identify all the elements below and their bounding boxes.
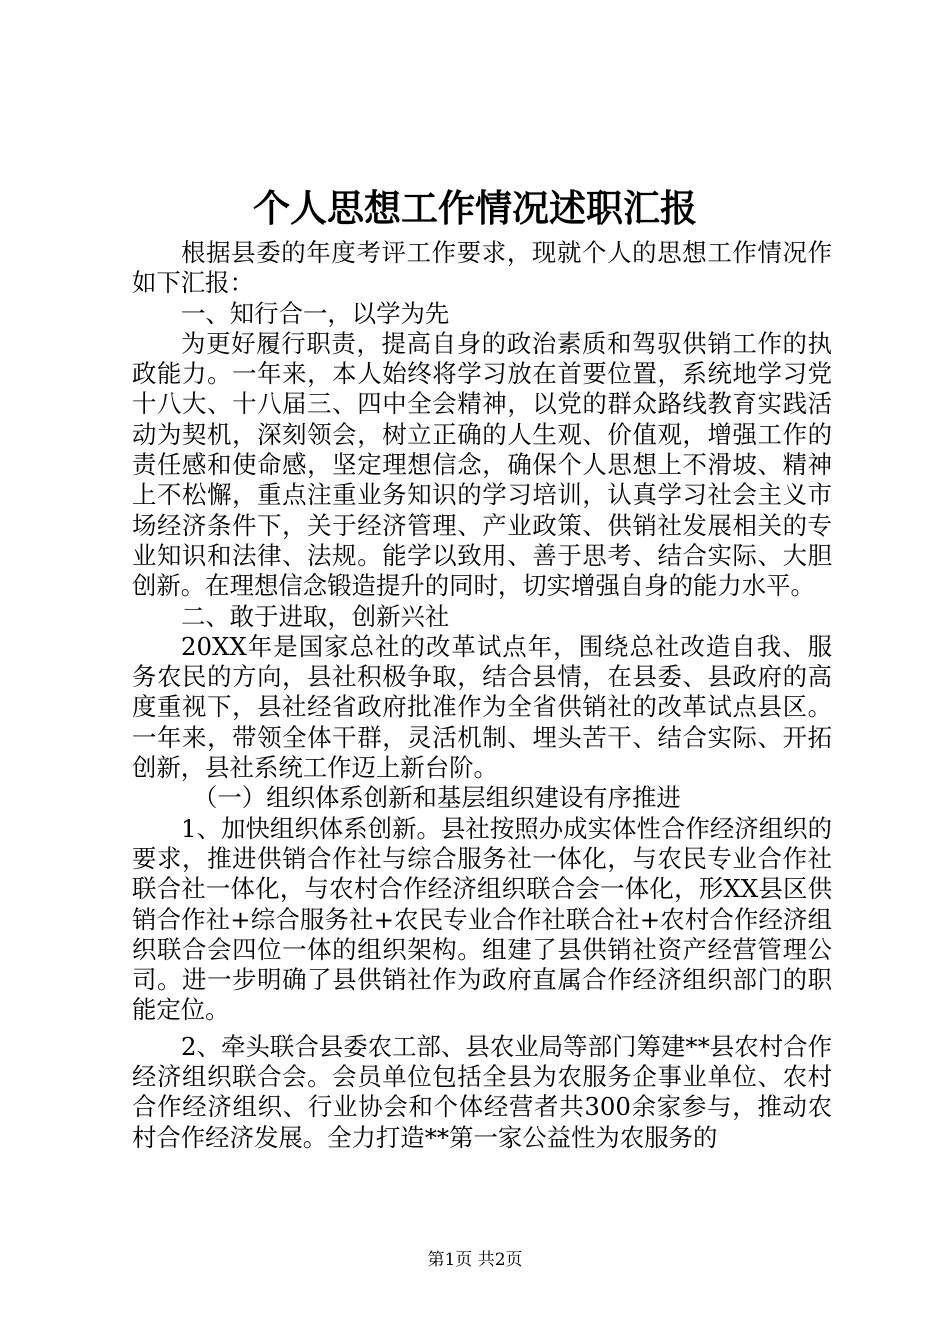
page-number-footer: 第1页 共2页 [427, 1250, 523, 1270]
body-paragraph: 1、加快组织体系创新。县社按照办成实体性合作经济组织的要求，推进供销合作社与综合服务社一体化，与农民专业合作社联合社一体化，与农村合作经济组织联合会一体化，形XX县区供销合作社+综合服务社+农民专业合作社联合社+农村合作经济组织联合会四位一体的组织架构。组建了县供销社资产经营管理公司。进一步明确了县供销社作为政府直属合作经济组织部门的职能定位。 [132, 813, 832, 1025]
body-paragraph: 为更好履行职责，提高自身的政治素质和驾驭供销工作的执政能力。一年来，本人始终将学习放在首要位置，系统地学习党十八大、十八届三、四中全会精神，以党的群众路线教育实践活动为契机，深刻领会，树立正确的人生观、价值观，增强工作的责任感和使命感，坚定理想信念，确保个人思想上不滑坡、精神上不松懈，重点注重业务知识的学习培训，认真学习社会主义市场经济条件下，关于经济管理、产业政策、供销社发展相关的专业知识和法律、法规。能学以致用、善于思考、结合实际、大胆创新。在理想信念锻造提升的同时，切实增强自身的能力水平。 [132, 328, 832, 601]
section-heading-2: 二、敢于进取，创新兴社 [181, 601, 450, 631]
body-paragraph: 20XX年是国家总社的改革试点年，围绕总社改造自我、服务农民的方向，县社积极争取，结合县情，在县委、县政府的高度重视下，县社经省政府批准作为全省供销社的改革试点县区。一年来，带领全体干群，灵活机制、埋头苦干、结合实际、开拓创新，县社系统工作迈上新台阶。 [132, 631, 832, 783]
subsection-heading-1: （一）组织体系创新和基层组织建设有序推进 [193, 783, 681, 813]
document-title: 个人思想工作情况述职汇报 [253, 186, 697, 230]
body-paragraph: 2、牵头联合县委农工部、县农业局等部门筹建**县农村合作经济组织联合会。会员单位包括全县为农服务企事业单位、农村合作经济组织、行业协会和个体经营者共300余家参与，推动农村合作经济发展。全力打造**第一家公益性为农服务的 [132, 1031, 832, 1152]
intro-paragraph: 根据县委的年度考评工作要求，现就个人的思想工作情况作如下汇报： [132, 238, 832, 298]
section-heading-1: 一、知行合一，以学为先 [181, 298, 450, 328]
document-body [132, 238, 832, 1153]
